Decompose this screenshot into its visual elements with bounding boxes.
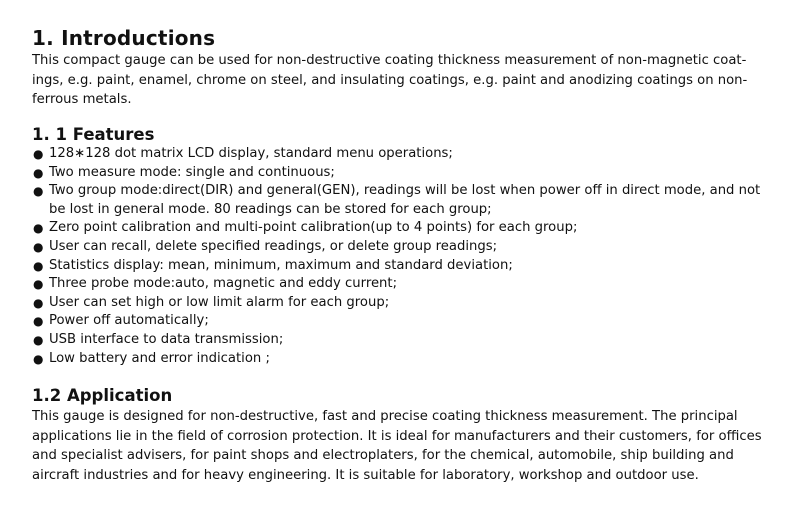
paragraph-line: This compact gauge can be used for non-destructive coating thickness measurement of non-magnetic coat- [32, 53, 747, 68]
bullet-icon: ● [33, 184, 44, 199]
feature-item: ● Zero point calibration and multi-point calibration(up to 4 points) for each group; [32, 219, 760, 238]
application-paragraph [32, 407, 762, 485]
introduction-paragraph [32, 51, 747, 110]
features-list [32, 145, 760, 368]
paragraph-line: This gauge is designed for non-destructive, fast and precise coating thickness measurement. The principal [32, 409, 738, 424]
application-heading: 1.2 Application [32, 386, 173, 405]
introductions-heading: 1. Introductions [32, 26, 216, 50]
paragraph-line: ferrous metals. [32, 92, 132, 107]
feature-item: ● Power off automatically; [32, 312, 760, 331]
feature-item: ● User can set high or low limit alarm for each group; [32, 294, 760, 313]
feature-item: ● Low battery and error indication ; [32, 350, 760, 369]
feature-item: ● User can recall, delete specified readings, or delete group readings; [32, 238, 760, 257]
paragraph-line: applications lie in the field of corrosion protection. It is ideal for manufacturers and their customers, for offices [32, 428, 762, 444]
paragraph-line: and specialist advisers, for paint shops and electroplaters, for the chemical, automobile, ship building and [32, 448, 734, 463]
bullet-icon: ● [33, 165, 44, 180]
bullet-icon: ● [33, 295, 44, 310]
feature-item: ● Statistics display: mean, minimum, maximum and standard deviation; [32, 257, 760, 276]
feature-item: ● Two group mode:direct(DIR) and general(GEN), readings will be lost when power off in direct mode, and not be lost in general mode. 80 readings can be stored for each group; [33, 183, 761, 217]
bullet-icon: ● [33, 258, 44, 273]
features-heading: 1. 1 Features [32, 125, 155, 144]
bullet-icon: ● [33, 239, 44, 254]
feature-item: ● 128∗128 dot matrix LCD display, standard menu operations; [32, 145, 760, 164]
feature-item: ● Three probe mode:auto, magnetic and eddy current; [32, 275, 760, 294]
bullet-icon: ● [33, 147, 44, 161]
feature-item: ● USB interface to data transmission; [32, 331, 760, 350]
paragraph-line: ings, e.g. paint, enamel, chrome on steel, and insulating coatings, e.g. paint and anodizing coatings on non- [32, 72, 748, 88]
bullet-icon: ● [33, 314, 44, 329]
bullet-icon: ● [33, 221, 44, 236]
bullet-icon: ● [33, 277, 44, 292]
bullet-icon: ● [33, 351, 44, 366]
feature-item: ● Two measure mode: single and continuous; [32, 164, 760, 183]
paragraph-line: aircraft industries and for heavy engineering. It is suitable for laboratory, workshop and outdoor use. [32, 467, 699, 483]
bullet-icon: ● [33, 332, 44, 347]
